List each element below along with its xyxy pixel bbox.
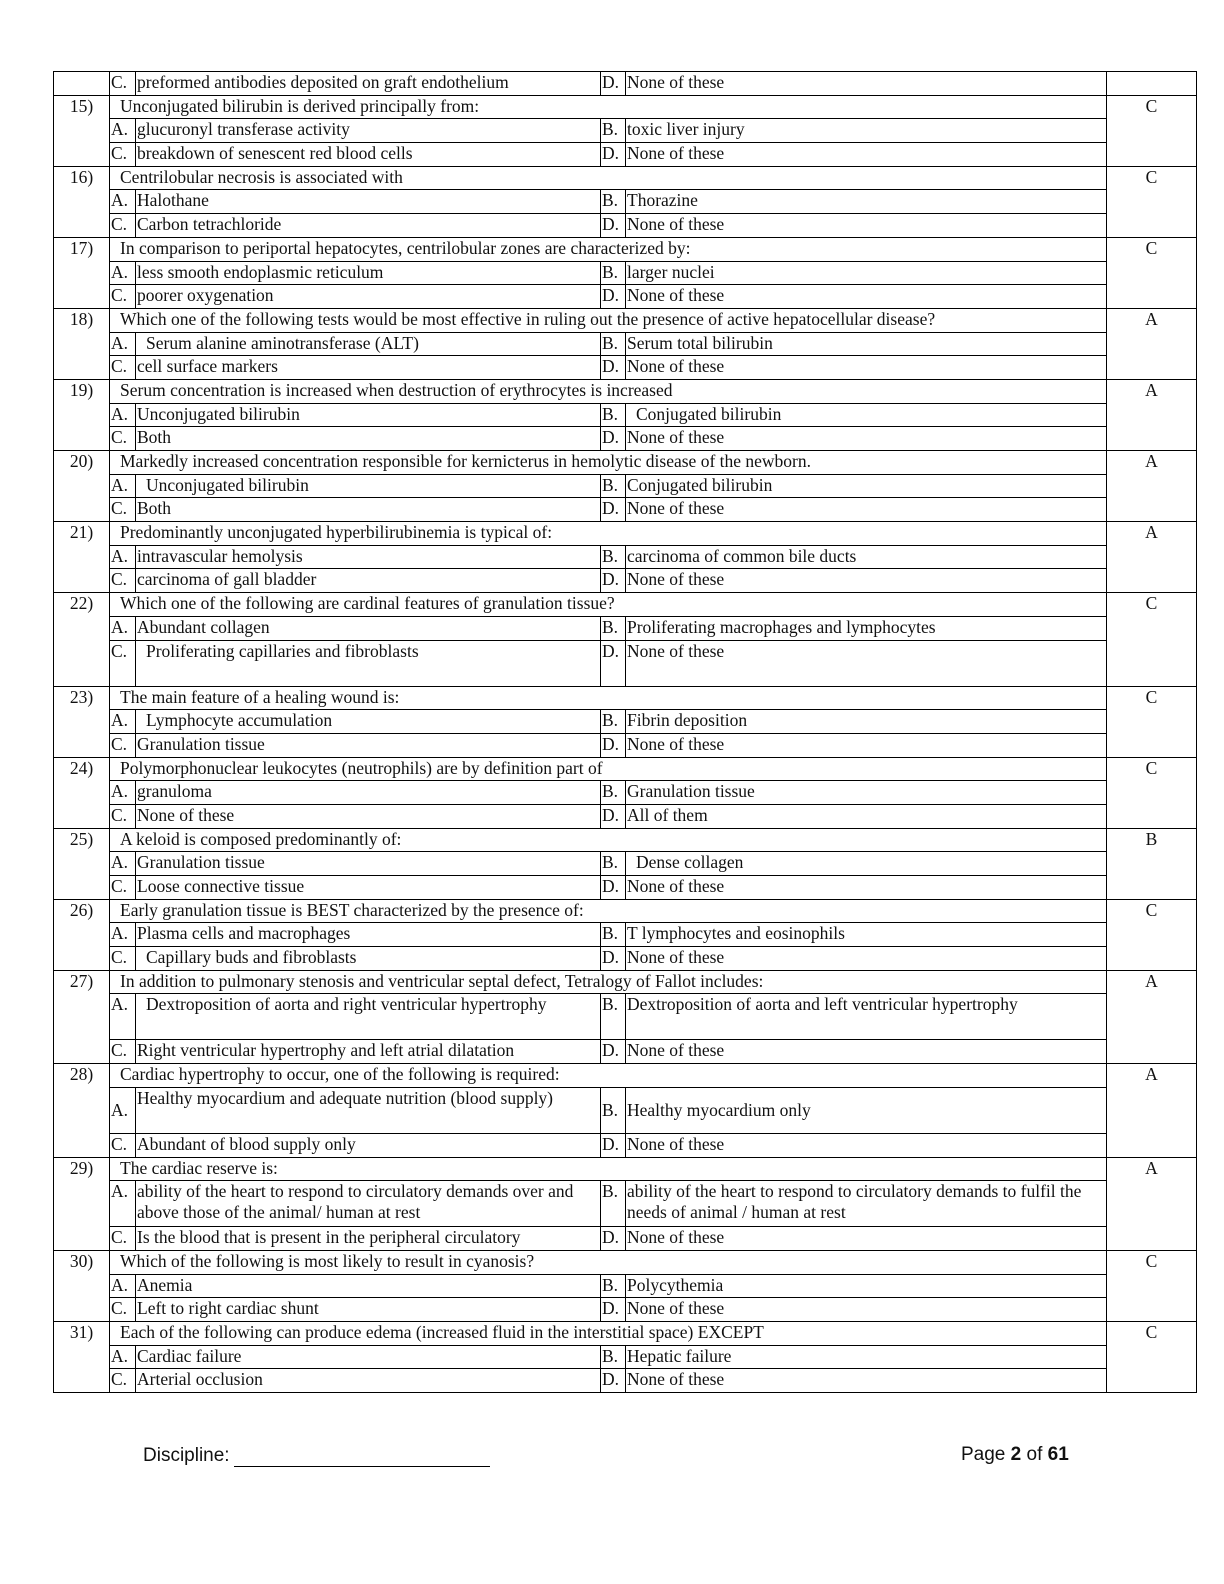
option-row [54, 1087, 1197, 1133]
option-text: Plasma cells and macrophages [136, 923, 601, 947]
option-text: breakdown of senescent red blood cells [136, 143, 601, 167]
answer-key: C [1107, 95, 1197, 166]
option-letter: A. [110, 781, 136, 805]
option-letter: D. [601, 427, 626, 451]
option-letter: B. [601, 332, 626, 356]
option-text: Conjugated bilirubin [626, 403, 1107, 427]
option-row [54, 876, 1197, 900]
question-number: 19) [54, 379, 110, 450]
option-row [54, 1345, 1197, 1369]
option-text: Abundant collagen [136, 616, 601, 640]
question-table-body [54, 72, 1197, 1393]
answer-key: C [1107, 1250, 1197, 1321]
question-number: 15) [54, 95, 110, 166]
option-letter: D. [601, 214, 626, 238]
question-number: 18) [54, 308, 110, 379]
option-text: Right ventricular hypertrophy and left atrial dilatation [136, 1040, 601, 1064]
page-total: 61 [1047, 1444, 1069, 1465]
discipline-label: Discipline: [143, 1445, 230, 1466]
question-number: 20) [54, 451, 110, 522]
option-text: None of these [626, 285, 1107, 309]
option-text: None of these [626, 72, 1107, 96]
question-stem: In comparison to periportal hepatocytes, centrilobular zones are characterized by: [110, 237, 1107, 261]
option-letter: A. [110, 1087, 136, 1133]
option-text: Arterial occlusion [136, 1369, 601, 1393]
option-letter: B. [601, 781, 626, 805]
question-number: 22) [54, 593, 110, 686]
option-text: granuloma [136, 781, 601, 805]
option-text: Serum total bilirubin [626, 332, 1107, 356]
option-letter: C. [110, 876, 136, 900]
option-letter: D. [601, 143, 626, 167]
option-letter: B. [601, 994, 626, 1040]
option-row [54, 640, 1197, 686]
option-text: Hepatic failure [626, 1345, 1107, 1369]
option-text: Abundant of blood supply only [136, 1133, 601, 1157]
page-number: 2 [1010, 1444, 1022, 1465]
option-letter: A. [110, 332, 136, 356]
discipline-blank-line [234, 1444, 490, 1467]
option-letter: B. [601, 616, 626, 640]
option-letter: C. [110, 498, 136, 522]
option-letter: B. [601, 261, 626, 285]
option-text: Dextroposition of aorta and right ventricular hypertrophy [136, 994, 601, 1040]
page-number-footer [961, 1444, 1069, 1466]
question-row [54, 1064, 1197, 1088]
option-text: T lymphocytes and eosinophils [626, 923, 1107, 947]
option-text: Cardiac failure [136, 1345, 601, 1369]
option-text: Healthy myocardium only [626, 1087, 1107, 1133]
option-letter: C. [110, 285, 136, 309]
option-letter: A. [110, 994, 136, 1040]
option-letter: D. [601, 498, 626, 522]
option-text: All of them [626, 804, 1107, 828]
option-letter: D. [601, 1369, 626, 1393]
question-stem: Each of the following can produce edema (increased fluid in the interstitial space) EXCEPT [110, 1321, 1107, 1345]
option-row [54, 616, 1197, 640]
option-letter: A. [110, 119, 136, 143]
option-letter: B. [601, 710, 626, 734]
option-text: ability of the heart to respond to circulatory demands over and above those of the animal/ human at rest [136, 1181, 601, 1227]
answer-key: C [1107, 237, 1197, 308]
option-text: Unconjugated bilirubin [136, 474, 601, 498]
question-row [54, 970, 1197, 994]
option-text: larger nuclei [626, 261, 1107, 285]
question-row [54, 237, 1197, 261]
answer-key: A [1107, 451, 1197, 522]
question-row [54, 522, 1197, 546]
option-letter: C. [110, 356, 136, 380]
option-letter: D. [601, 640, 626, 686]
option-text: None of these [626, 356, 1107, 380]
option-letter: B. [601, 1274, 626, 1298]
answer-key [1107, 72, 1197, 96]
question-number: 28) [54, 1064, 110, 1157]
question-stem: In addition to pulmonary stenosis and ventricular septal defect, Tetralogy of Fallot includes: [110, 970, 1107, 994]
option-text: Granulation tissue [136, 852, 601, 876]
question-stem: The main feature of a healing wound is: [110, 686, 1107, 710]
option-letter: A. [110, 923, 136, 947]
option-row [54, 947, 1197, 971]
question-row [54, 899, 1197, 923]
option-text: Proliferating macrophages and lymphocytes [626, 616, 1107, 640]
option-text: glucuronyl transferase activity [136, 119, 601, 143]
question-stem: The cardiac reserve is: [110, 1157, 1107, 1181]
option-row [54, 804, 1197, 828]
option-text: None of these [626, 1133, 1107, 1157]
question-stem: Which one of the following are cardinal features of granulation tissue? [110, 593, 1107, 617]
option-letter: D. [601, 1298, 626, 1322]
option-row [54, 1181, 1197, 1227]
option-row [54, 427, 1197, 451]
question-number: 24) [54, 757, 110, 828]
option-letter: A. [110, 403, 136, 427]
option-row [54, 781, 1197, 805]
option-text: carcinoma of common bile ducts [626, 545, 1107, 569]
answer-key: A [1107, 1157, 1197, 1250]
option-text: None of these [626, 569, 1107, 593]
question-stem: Centrilobular necrosis is associated with [110, 166, 1107, 190]
question-stem: Cardiac hypertrophy to occur, one of the following is required: [110, 1064, 1107, 1088]
option-letter: B. [601, 1345, 626, 1369]
option-row [54, 923, 1197, 947]
option-letter: B. [601, 545, 626, 569]
option-letter: D. [601, 285, 626, 309]
option-letter: B. [601, 190, 626, 214]
option-letter: C. [110, 1227, 136, 1251]
question-stem: Early granulation tissue is BEST characterized by the presence of: [110, 899, 1107, 923]
question-row [54, 1157, 1197, 1181]
option-letter: B. [601, 403, 626, 427]
option-letter: B. [601, 1181, 626, 1227]
option-text: Dense collagen [626, 852, 1107, 876]
question-row [54, 166, 1197, 190]
discipline-footer [143, 1444, 490, 1467]
option-letter: D. [601, 1133, 626, 1157]
option-text: None of these [626, 1298, 1107, 1322]
option-letter: D. [601, 804, 626, 828]
option-letter: C. [110, 1369, 136, 1393]
option-text: None of these [626, 1369, 1107, 1393]
option-text: Dextroposition of aorta and left ventricular hypertrophy [626, 994, 1107, 1040]
answer-key: C [1107, 899, 1197, 970]
option-text: None of these [626, 214, 1107, 238]
answer-key: C [1107, 686, 1197, 757]
option-text: None of these [626, 498, 1107, 522]
option-letter: A. [110, 1345, 136, 1369]
option-text: None of these [626, 1227, 1107, 1251]
question-number: 29) [54, 1157, 110, 1250]
option-row [54, 1274, 1197, 1298]
option-text: intravascular hemolysis [136, 545, 601, 569]
option-text: Capillary buds and fibroblasts [136, 947, 601, 971]
option-letter: A. [110, 190, 136, 214]
question-row [54, 308, 1197, 332]
option-letter: B. [601, 852, 626, 876]
answer-key: C [1107, 757, 1197, 828]
option-letter: C. [110, 947, 136, 971]
option-letter: C. [110, 143, 136, 167]
question-row [54, 451, 1197, 475]
answer-key: C [1107, 166, 1197, 237]
option-text: Left to right cardiac shunt [136, 1298, 601, 1322]
option-text: less smooth endoplasmic reticulum [136, 261, 601, 285]
option-text: Proliferating capillaries and fibroblasts [136, 640, 601, 686]
option-letter: C. [110, 1040, 136, 1064]
question-stem: Serum concentration is increased when destruction of erythrocytes is increased [110, 379, 1107, 403]
option-letter: A. [110, 545, 136, 569]
question-row [54, 757, 1197, 781]
option-text: Healthy myocardium and adequate nutrition (blood supply) [136, 1087, 601, 1133]
option-text: None of these [626, 1040, 1107, 1064]
question-row [54, 379, 1197, 403]
option-text: None of these [626, 640, 1107, 686]
option-text: None of these [136, 804, 601, 828]
option-letter: D. [601, 356, 626, 380]
option-text: Lymphocyte accumulation [136, 710, 601, 734]
option-text: Halothane [136, 190, 601, 214]
option-row [54, 261, 1197, 285]
option-letter: B. [601, 1087, 626, 1133]
option-letter: A. [110, 474, 136, 498]
option-text: None of these [626, 143, 1107, 167]
option-letter: A. [110, 1274, 136, 1298]
option-text: preformed antibodies deposited on graft endothelium [136, 72, 601, 96]
page-of: of [1021, 1444, 1048, 1465]
option-text: None of these [626, 876, 1107, 900]
question-number: 25) [54, 828, 110, 899]
question-stem: Unconjugated bilirubin is derived principally from: [110, 95, 1107, 119]
option-row [54, 1369, 1197, 1393]
option-row [54, 214, 1197, 238]
option-text: None of these [626, 733, 1107, 757]
option-text: cell surface markers [136, 356, 601, 380]
option-letter: D. [601, 72, 626, 96]
option-letter: A. [110, 261, 136, 285]
option-letter: C. [110, 804, 136, 828]
option-text: Unconjugated bilirubin [136, 403, 601, 427]
option-text: Polycythemia [626, 1274, 1107, 1298]
option-row [54, 545, 1197, 569]
option-row [54, 852, 1197, 876]
option-text: Serum alanine aminotransferase (ALT) [136, 332, 601, 356]
option-row [54, 119, 1197, 143]
option-row [54, 285, 1197, 309]
option-text: None of these [626, 427, 1107, 451]
option-letter: D. [601, 876, 626, 900]
option-text: None of these [626, 947, 1107, 971]
question-number [54, 72, 110, 96]
option-row [54, 710, 1197, 734]
option-text: ability of the heart to respond to circulatory demands to fulfil the needs of animal / human at rest [626, 1181, 1107, 1227]
question-number: 23) [54, 686, 110, 757]
question-row [54, 593, 1197, 617]
question-table [53, 71, 1197, 1393]
option-row [54, 733, 1197, 757]
question-number: 30) [54, 1250, 110, 1321]
option-text: Anemia [136, 1274, 601, 1298]
option-letter: C. [110, 1133, 136, 1157]
question-row [54, 1250, 1197, 1274]
option-row [54, 356, 1197, 380]
option-row [54, 474, 1197, 498]
question-stem: Which of the following is most likely to result in cyanosis? [110, 1250, 1107, 1274]
option-letter: D. [601, 1227, 626, 1251]
question-row [54, 95, 1197, 119]
answer-key: A [1107, 522, 1197, 593]
option-text: Fibrin deposition [626, 710, 1107, 734]
answer-key: C [1107, 593, 1197, 686]
option-row [54, 498, 1197, 522]
option-row [54, 1298, 1197, 1322]
option-letter: B. [601, 119, 626, 143]
question-row [54, 828, 1197, 852]
option-text: toxic liver injury [626, 119, 1107, 143]
question-stem: Predominantly unconjugated hyperbilirubinemia is typical of: [110, 522, 1107, 546]
question-stem: A keloid is composed predominantly of: [110, 828, 1107, 852]
option-row [54, 1040, 1197, 1064]
answer-key: A [1107, 308, 1197, 379]
question-number: 21) [54, 522, 110, 593]
option-text: Thorazine [626, 190, 1107, 214]
option-letter: D. [601, 733, 626, 757]
answer-key: A [1107, 970, 1197, 1063]
answer-key: C [1107, 1321, 1197, 1392]
option-text: Is the blood that is present in the peripheral circulatory [136, 1227, 601, 1251]
option-letter: B. [601, 923, 626, 947]
option-letter: C. [110, 1298, 136, 1322]
question-row [54, 686, 1197, 710]
option-letter: D. [601, 569, 626, 593]
option-letter: A. [110, 1181, 136, 1227]
question-stem: Markedly increased concentration responsible for kernicterus in hemolytic disease of the newborn. [110, 451, 1107, 475]
option-row [54, 403, 1197, 427]
option-row [54, 190, 1197, 214]
option-text: Granulation tissue [626, 781, 1107, 805]
option-letter: C. [110, 733, 136, 757]
option-row [54, 569, 1197, 593]
option-letter: C. [110, 72, 136, 96]
option-row [54, 1133, 1197, 1157]
option-letter: A. [110, 616, 136, 640]
answer-key: A [1107, 1064, 1197, 1157]
page-prefix: Page [961, 1444, 1011, 1465]
option-text: Carbon tetrachloride [136, 214, 601, 238]
option-text: Conjugated bilirubin [626, 474, 1107, 498]
option-text: Loose connective tissue [136, 876, 601, 900]
answer-key: A [1107, 379, 1197, 450]
question-number: 16) [54, 166, 110, 237]
option-text: Both [136, 427, 601, 451]
question-stem: Which one of the following tests would be most effective in ruling out the presence of active hepatocellular disease? [110, 308, 1107, 332]
question-number: 31) [54, 1321, 110, 1392]
option-letter: C. [110, 427, 136, 451]
option-letter: D. [601, 947, 626, 971]
option-letter: A. [110, 710, 136, 734]
option-letter: D. [601, 1040, 626, 1064]
option-row [54, 72, 1197, 96]
option-letter: C. [110, 640, 136, 686]
option-letter: C. [110, 214, 136, 238]
answer-key: B [1107, 828, 1197, 899]
option-letter: A. [110, 852, 136, 876]
question-row [54, 1321, 1197, 1345]
option-letter: B. [601, 474, 626, 498]
option-row [54, 994, 1197, 1040]
option-row [54, 332, 1197, 356]
option-text: carcinoma of gall bladder [136, 569, 601, 593]
option-text: Both [136, 498, 601, 522]
option-text: Granulation tissue [136, 733, 601, 757]
option-row [54, 143, 1197, 167]
question-number: 17) [54, 237, 110, 308]
question-number: 26) [54, 899, 110, 970]
option-row [54, 1227, 1197, 1251]
question-number: 27) [54, 970, 110, 1063]
option-letter: C. [110, 569, 136, 593]
question-stem: Polymorphonuclear leukocytes (neutrophils) are by definition part of [110, 757, 1107, 781]
option-text: poorer oxygenation [136, 285, 601, 309]
